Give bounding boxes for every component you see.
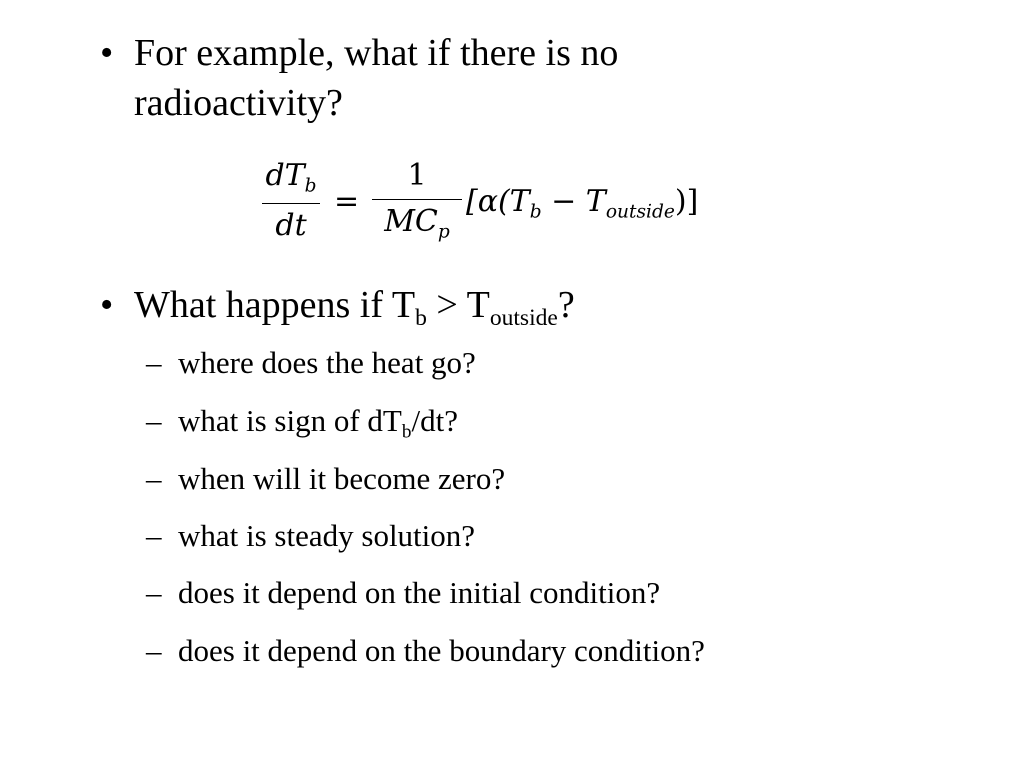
subscript-outside: outside xyxy=(489,305,558,332)
sub-bullet-text-prefix: what is sign of dT xyxy=(178,403,402,438)
lhs-denominator-text: dt xyxy=(275,207,307,243)
bracket-close: )] xyxy=(674,184,699,219)
fraction-bar xyxy=(372,199,462,200)
bullet-mark: • xyxy=(100,32,114,74)
sub-bullet-zero xyxy=(146,459,505,499)
subscript-b: b xyxy=(415,305,427,332)
bullet-text xyxy=(134,280,575,330)
sub-bullet-text: when will it become zero? xyxy=(178,461,506,496)
bracket-middle: − T xyxy=(541,184,606,219)
lhs-numerator-subscript: b xyxy=(304,175,317,197)
lhs-fraction xyxy=(262,158,320,243)
lhs-numerator-text: dT xyxy=(265,158,305,193)
sub-bullet-initial xyxy=(146,573,660,613)
sub-bullet-steady xyxy=(146,516,475,556)
sub-bullet-heat xyxy=(146,343,476,383)
bullet-mark: • xyxy=(100,284,114,326)
sub-bullet-boundary xyxy=(146,631,705,671)
bracket-term xyxy=(466,184,698,223)
sub-bullet-dash: – xyxy=(146,461,162,496)
sub-bullet-dash: – xyxy=(146,575,162,610)
bullet-text-middle: > T xyxy=(426,284,490,326)
bullet-text-prefix: What happens if T xyxy=(134,284,416,326)
bracket-open: [α(T xyxy=(466,184,530,219)
subscript-b: b xyxy=(401,421,412,443)
sub-bullet-dash: – xyxy=(146,518,162,553)
lhs-denominator xyxy=(262,208,320,243)
sub-bullet-text-suffix: /dt? xyxy=(411,403,458,438)
lhs-numerator xyxy=(262,158,320,197)
sub-bullet-text: where does the heat go? xyxy=(178,345,476,380)
sub-bullet-text: does it depend on the initial condition? xyxy=(178,575,661,610)
sub-bullet-dash: – xyxy=(146,633,162,668)
sub-bullet-sign xyxy=(146,401,458,441)
fraction-bar xyxy=(262,203,320,204)
rhs-fraction xyxy=(372,158,462,243)
bullet-text: For example, what if there is no radioactivity? xyxy=(134,32,619,124)
rhs-denominator-text: MC xyxy=(384,204,438,239)
rhs-denominator-subscript: p xyxy=(437,221,450,243)
bullet-text-suffix: ? xyxy=(557,284,575,326)
bracket-subscript-b: b xyxy=(529,201,542,223)
sub-bullet-text: what is steady solution? xyxy=(178,518,476,553)
sub-bullet-dash: – xyxy=(146,345,162,380)
sub-bullet-dash: – xyxy=(146,403,162,438)
rhs-numerator: 1 xyxy=(407,158,427,193)
rhs-denominator xyxy=(372,204,462,243)
sub-bullet-text: does it depend on the boundary condition? xyxy=(178,633,705,668)
bracket-subscript-outside: outside xyxy=(605,201,675,223)
equals-sign: = xyxy=(334,184,360,219)
